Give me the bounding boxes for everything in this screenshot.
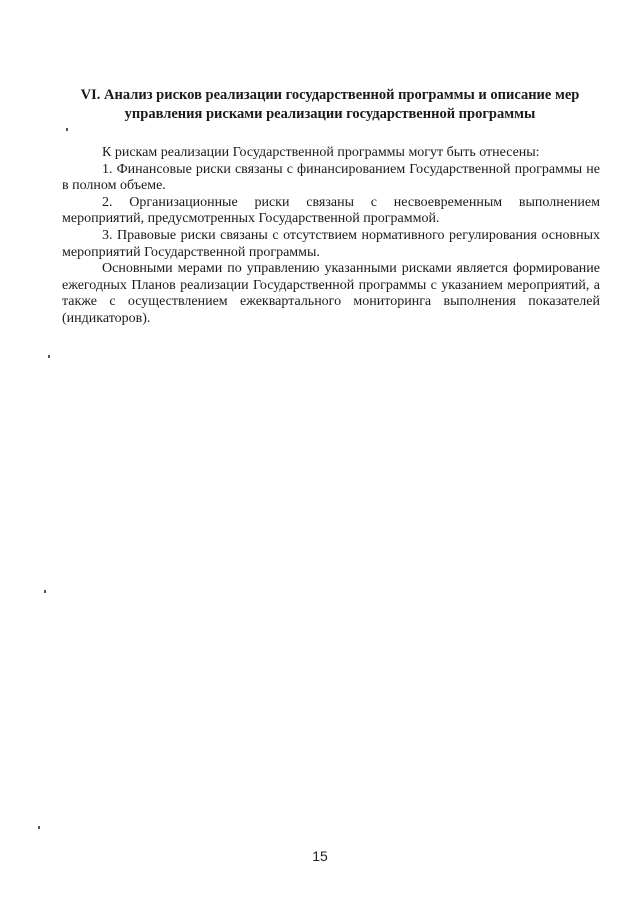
scan-speck xyxy=(66,128,68,131)
section-heading-line-2: управления рисками реализации государственной программы xyxy=(124,106,536,122)
section-heading-line-1: VI. Анализ рисков реализации государственной программы и описание мер xyxy=(80,87,580,103)
scan-speck xyxy=(44,590,46,593)
page-number: 15 xyxy=(312,848,328,864)
risk-item-legal: 3. Правовые риски связаны с отсутствием нормативного регулирования основных мероприятий Государственной программы. xyxy=(62,227,600,260)
risk-item-organizational: 2. Организационные риски связаны с несвоевременным выполнением мероприятий, предусмотренных Государственной программой. xyxy=(62,194,600,227)
section-heading xyxy=(60,86,600,124)
section-body xyxy=(62,145,600,328)
scan-speck xyxy=(38,826,40,829)
risk-management-paragraph: Основными мерами по управлению указанными рисками является формирование ежегодных Планов реализации Государственной программы с указанием мероприятий, а также с осуществлением ежеквартального мониторинга выполнения показателей (индикаторов). xyxy=(62,261,600,326)
scan-speck xyxy=(48,355,50,358)
risk-item-financial: 1. Финансовые риски связаны с финансированием Государственной программы не в полном объеме. xyxy=(62,161,600,194)
intro-paragraph: К рискам реализации Государственной программы могут быть отнесены: xyxy=(102,145,540,160)
